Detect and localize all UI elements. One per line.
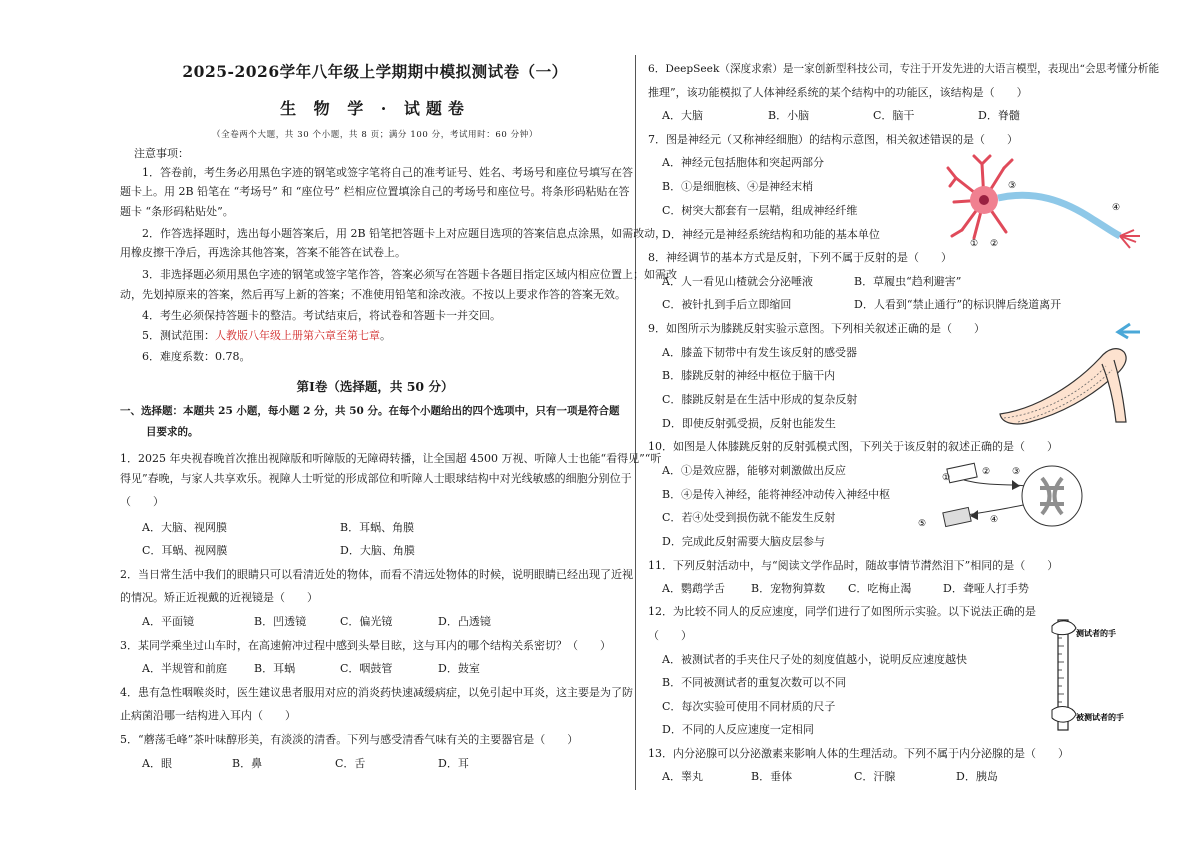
q1-option-c: C．耳蜗、视网膜 (142, 544, 228, 557)
arc-label-2: ② (982, 467, 991, 477)
notes-label: 注意事项： (134, 147, 189, 160)
q5-option-c: C．舌 (335, 757, 366, 770)
q1-line-b: 得见”春晚，与家人共享欢乐。视障人士听觉的形成部位和听障人士眼球结构中对光线敏感的细胞分别位于 (120, 472, 632, 485)
q7-option-d: D．神经元是神经系统结构和功能的基本单位 (662, 228, 880, 241)
q7-option-b: B．①是细胞核、④是神经末梢 (662, 180, 814, 193)
tester-hand-label: 测试者的手 (1076, 628, 1116, 638)
q9-line-a: 9．如图所示为膝跳反射实验示意图。下列相关叙述正确的是（ ） (648, 322, 985, 335)
q2-option-b: B．凹透镜 (254, 615, 307, 628)
q7-line-a: 7．图是神经元（又称神经细胞）的结构示意图，相关叙述错误的是（ ） (648, 133, 1018, 146)
q12-option-a: A．被测试者的手夹住尺子处的刻度值越小，说明反应速度越快 (662, 653, 967, 666)
neuron-figure (944, 150, 1144, 250)
note-4: 4．考生必须保持答题卡的整洁。考试结束后，将试卷和答题卡一并交回。 (142, 309, 501, 322)
arc-label-5: ⑤ (918, 519, 927, 529)
neuron-axon (998, 195, 1120, 236)
q13-line-a: 13．内分泌腺可以分泌激素来影响人体的生理活动。下列不属于内分泌腺的是（ ） (648, 747, 1069, 760)
q6-option-a: A．大脑 (662, 109, 703, 122)
q6-option-d: D．脊髓 (978, 109, 1020, 122)
arc-label-3: ③ (1012, 467, 1021, 477)
q12-option-b: B．不同被测试者的重复次数可以不同 (662, 676, 847, 689)
q5-option-a: A．眼 (142, 757, 172, 770)
note-3-line-b: 动，先划掉原来的答案，然后再写上新的答案；不准使用铅笔和涂改液。不按以上要求作答的答案无效。 (120, 288, 626, 301)
reflex-arc-figure (916, 460, 1098, 532)
q3-option-a: A．半规管和前庭 (142, 662, 227, 675)
q8-line-a: 8．神经调节的基本方式是反射，下列不属于反射的是（ ） (648, 251, 952, 264)
q3-option-d: D．鼓室 (438, 662, 480, 675)
q10-line-a: 10．如图是人体膝跳反射的反射弧模式图，下列关于该反射的叙述正确的是（ ） (648, 440, 1058, 453)
q9-option-c: C．膝跳反射是在生活中形成的复杂反射 (662, 393, 858, 406)
q9-option-d: D．即使反射弧受损，反射也能发生 (662, 417, 836, 430)
q12-line-b: （ ） (648, 629, 692, 642)
subject-hand-icon (1052, 707, 1076, 723)
neuron-label-4: ④ (1112, 203, 1121, 213)
arc-label-4: ④ (990, 515, 999, 525)
upper-leg (1000, 349, 1126, 424)
q9-option-a: A．膝盖下韧带中有发生该反射的感受器 (662, 346, 857, 359)
arc-label-1: ① (942, 473, 951, 483)
neuron-nucleus (979, 195, 989, 205)
q6-option-b: B．小脑 (768, 109, 810, 122)
note-1-line-b: 题卡上。用 2B 铅笔在 “考场号” 和 “座位号” 栏相应位置填涂自己的考场号和座位号。将条形码粘贴在答 (120, 185, 630, 198)
q10-option-d: D．完成此反射需要大脑皮层参与 (662, 535, 825, 548)
q2-option-d: D．凸透镜 (438, 615, 491, 628)
neuron-label-2: ② (990, 239, 999, 249)
q4-line-a: 4．患有急性咽喉炎时，医生建议患者服用对应的消炎药快速减缓病症，以免引起中耳炎，这主要是为了防 (120, 686, 633, 699)
q11-option-d: D．聋哑人打手势 (943, 582, 1029, 595)
q4-line-b: 止病菌沿哪一结构进入耳内（ ） (120, 709, 296, 722)
q11-option-b: B．宠物狗算数 (751, 582, 826, 595)
spinal-cord (1022, 466, 1082, 526)
q5-option-d: D．耳 (438, 757, 469, 770)
q10-option-a: A．①是效应器，能够对刺激做出反应 (662, 464, 846, 477)
q1-line-a: 1．2025 年央视春晚首次推出视障版和听障版的无障碍转播，让全国超 4500 万视、听障人士也能“看得见”“听 (120, 452, 662, 465)
tester-hand-icon (1052, 621, 1076, 635)
q2-line-a: 2．当日常生活中我们的眼睛只可以看清近处的物体，而看不清远处物体的时候，说明眼睛已经出现了近视 (120, 568, 633, 581)
q8-option-a: A．人一看见山楂就会分泌唾液 (662, 275, 813, 288)
test-range: 人教版八年级上册第六章至第七章 (215, 329, 380, 342)
exam-info: （全卷两个大题，共 30 个小题，共 8 页；满分 100 分，考试用时：60 分钟） (212, 130, 538, 140)
q1-option-a: A．大脑、视网膜 (142, 521, 227, 534)
q2-line-b: 的情况。矫正近视戴的近视镜是（ ） (120, 591, 318, 604)
q13-option-d: D．胰岛 (956, 770, 998, 783)
neuron-terminals (1120, 230, 1140, 248)
q11-line-a: 11．下列反射活动中，与“阅读文学作品时，随故事情节潸然泪下”相同的是（ ） (648, 559, 1059, 572)
note-6: 6．难度系数：0.78。 (142, 350, 251, 363)
q2-option-c: C．偏光镜 (340, 615, 393, 628)
section-intro-a: 一、选择题：本题共 25 小题，每小题 2 分，共 50 分。在每个小题给出的四个选项中，只有一项是符合题 (120, 405, 620, 417)
section-title: 第Ⅰ卷（选择题，共 50 分） (296, 379, 454, 394)
page-subtitle: 生 物 学 · 试题卷 (280, 99, 470, 118)
q12-option-c: C．每次实验可使用不同材质的尺子 (662, 700, 836, 713)
q3-option-c: C．咽鼓管 (340, 662, 393, 675)
note-3-line-a: 3．非选择题必须用黑色字迹的钢笔或签字笔作答，答案必须写在答题卡各题目指定区域内相应位置上；如需改 (142, 268, 677, 281)
q1-line-c: （ ） (120, 495, 164, 508)
q10-option-b: B．④是传入神经，能将神经冲动传入神经中枢 (662, 488, 891, 501)
q3-line-a: 3．某同学乘坐过山车时，在高速俯冲过程中感到头晕目眩，这与耳内的哪个结构关系密切？（ ） (120, 639, 611, 652)
hammer-arrow-icon (1118, 324, 1140, 338)
note-5: 5．测试范围：人教版八年级上册第六章至第七章。 (142, 329, 391, 342)
q13-option-c: C．汗腺 (854, 770, 896, 783)
lower-leg (1102, 360, 1126, 422)
q13-option-a: A．睾丸 (662, 770, 703, 783)
q13-option-b: B．垂体 (751, 770, 793, 783)
q11-option-a: A．鹦鹉学舌 (662, 582, 725, 595)
q8-option-b: B．草履虫“趋利避害” (854, 275, 962, 288)
q9-option-b: B．膝跳反射的神经中枢位于脑干内 (662, 369, 836, 382)
q12-line-a: 12．为比较不同人的反应速度，同学们进行了如图所示实验。以下说法正确的是 (648, 605, 1036, 618)
q6-option-c: C．脑干 (873, 109, 915, 122)
q10-option-c: C．若④处受到损伤就不能发生反射 (662, 511, 836, 524)
knee-jerk-figure (990, 318, 1140, 430)
section-intro-b: 目要求的。 (146, 426, 199, 438)
q8-option-c: C．被针扎到手后立即缩回 (662, 298, 792, 311)
effector-muscle (943, 507, 971, 526)
q11-option-c: C．吃梅止渴 (848, 582, 912, 595)
q2-option-a: A．平面镜 (142, 615, 194, 628)
column-divider (635, 55, 636, 790)
note-2-line-a: 2．作答选择题时，选出每小题答案后，用 2B 铅笔把答题卡上对应题目选项的答案信息点涂黑，如需改动， (142, 227, 667, 240)
ruler-figure (1050, 614, 1146, 738)
arc-arrow-out (970, 510, 978, 520)
q1-option-d: D．大脑、角膜 (340, 544, 415, 557)
receptor-skin (947, 463, 977, 483)
q5-line-a: 5．“蘑荡毛峰”茶叶味醇形美，有淡淡的清香。下列与感受清香气味有关的主要器官是（ ） (120, 733, 579, 746)
q1-option-b: B．耳蜗、角膜 (340, 521, 415, 534)
note-1-line-c: 题卡 “条形码粘贴处”。 (120, 205, 234, 218)
q6-line-b: 推理”，该功能模拟了人体神经系统的某个结构中的功能区，该结构是（ ） (648, 86, 1028, 99)
q7-option-c: C．树突大都套有一层鞘，组成神经纤维 (662, 204, 858, 217)
neuron-label-1: ① (970, 239, 979, 249)
note-2-line-b: 用橡皮擦干净后，再选涂其他答案，答案不能答在试卷上。 (120, 246, 406, 259)
page-title: 2025-2026学年八年级上学期期中模拟测试卷（一） (182, 62, 568, 81)
q7-option-a: A．神经元包括胞体和突起两部分 (662, 156, 824, 169)
q8-option-d: D．人看到“禁止通行”的标识牌后绕道离开 (854, 298, 1062, 311)
q5-option-b: B．鼻 (232, 757, 263, 770)
q3-option-b: B．耳蜗 (254, 662, 296, 675)
q6-line-a: 6．DeepSeek（深度求索）是一家创新型科技公司，专注于开发先进的大语言模型，表现出“会思考懂分析能 (648, 63, 1160, 75)
note-1-line-a: 1．答卷前，考生务必用黑色字迹的钢笔或签字笔将自己的准考证号、姓名、考场号和座位号填写在答 (142, 166, 633, 179)
neuron-label-3: ③ (1008, 181, 1017, 191)
q12-option-d: D．不同的人反应速度一定相同 (662, 723, 814, 736)
subject-hand-label: 被测试者的手 (1076, 712, 1124, 722)
